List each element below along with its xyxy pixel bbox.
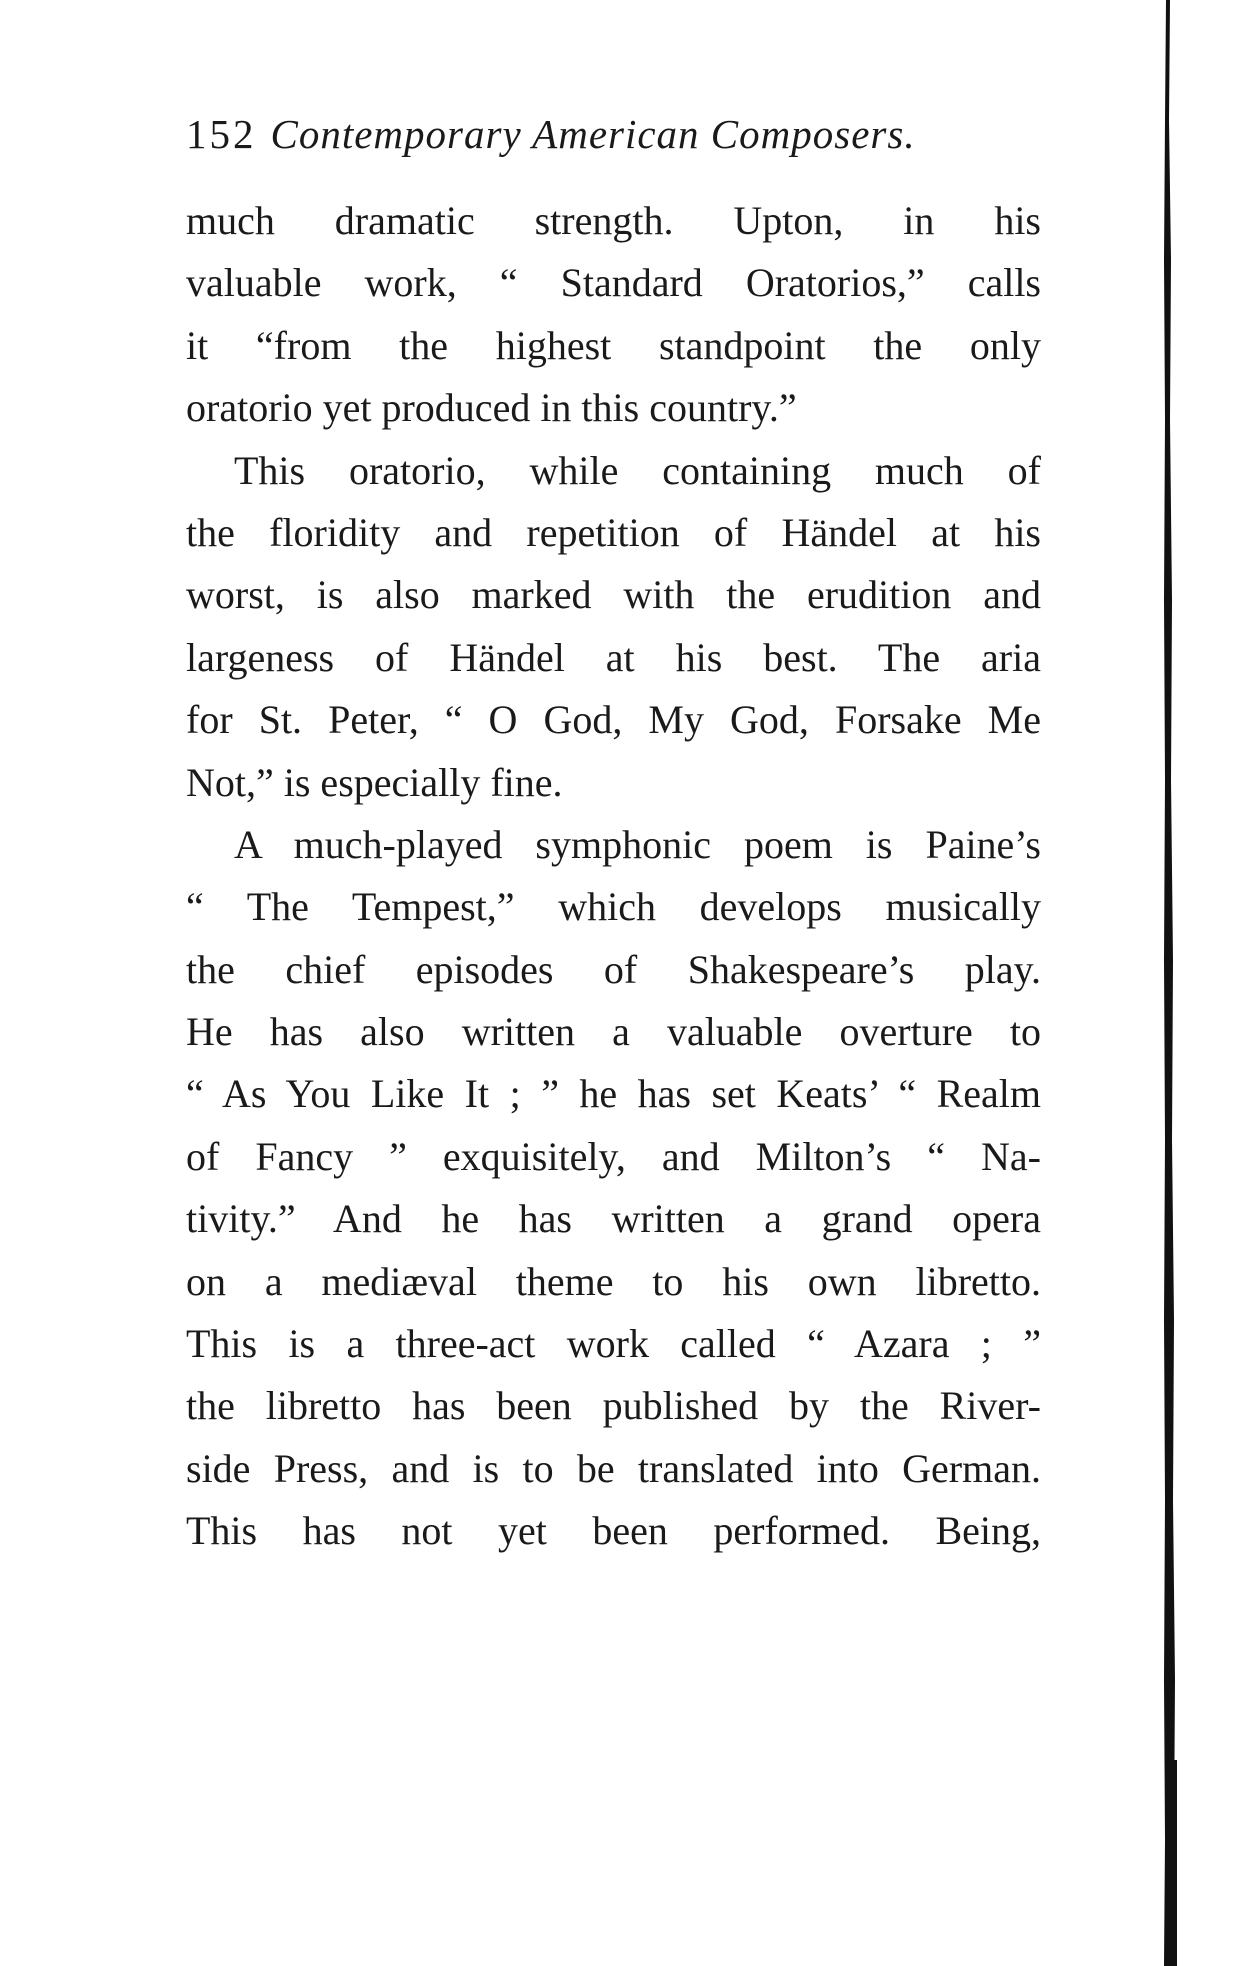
text-line: largeness of Händel at his best. The aria: [186, 634, 1041, 680]
text-line: This has not yet been performed. Being,: [186, 1508, 1041, 1554]
text-line: “ As You Like It ; ” he has set Keats’ “ Realm: [186, 1071, 1041, 1117]
page-edge-shadow: [1156, 0, 1186, 1966]
text-line: the libretto has been published by the River-: [186, 1383, 1041, 1429]
text-line: valuable work, “ Standard Oratorios,” calls: [186, 260, 1041, 306]
text-line: He has also written a valuable overture to: [186, 1009, 1041, 1055]
text-line: tivity.” And he has written a grand opera: [186, 1196, 1041, 1242]
text-line: Not,” is especially fine.: [186, 759, 563, 805]
text-line: for St. Peter, “ O God, My God, Forsake Me: [186, 697, 1041, 743]
body-text: [186, 190, 1041, 1563]
text-line: This is a three-act work called “ Azara ; ”: [186, 1321, 1041, 1367]
text-line: much dramatic strength. Upton, in his: [186, 198, 1041, 243]
text-line: on a mediæval theme to his own libretto.: [186, 1258, 1041, 1304]
text-line: the chief episodes of Shakespeare’s play.: [186, 946, 1041, 992]
running-title: Contemporary American Composers.: [270, 111, 916, 157]
text-line: side Press, and is to be translated into German.: [186, 1445, 1041, 1491]
paragraph-first-line: A much-played symphonic poem is Paine’s: [234, 821, 1041, 867]
text-line: the floridity and repetition of Händel at his: [186, 509, 1041, 555]
running-head: [186, 104, 1046, 164]
text-line: worst, is also marked with the erudition and: [186, 572, 1041, 618]
text-line: it “from the highest standpoint the only: [186, 322, 1041, 368]
paragraph-first-line: This oratorio, while containing much of: [234, 447, 1041, 493]
text-line: of Fancy ” exquisitely, and Milton’s “ Na-: [186, 1133, 1041, 1179]
page-number: 152: [186, 111, 257, 157]
text-line: oratorio yet produced in this country.”: [186, 385, 797, 431]
text-line: “ The Tempest,” which develops musically: [186, 884, 1041, 930]
